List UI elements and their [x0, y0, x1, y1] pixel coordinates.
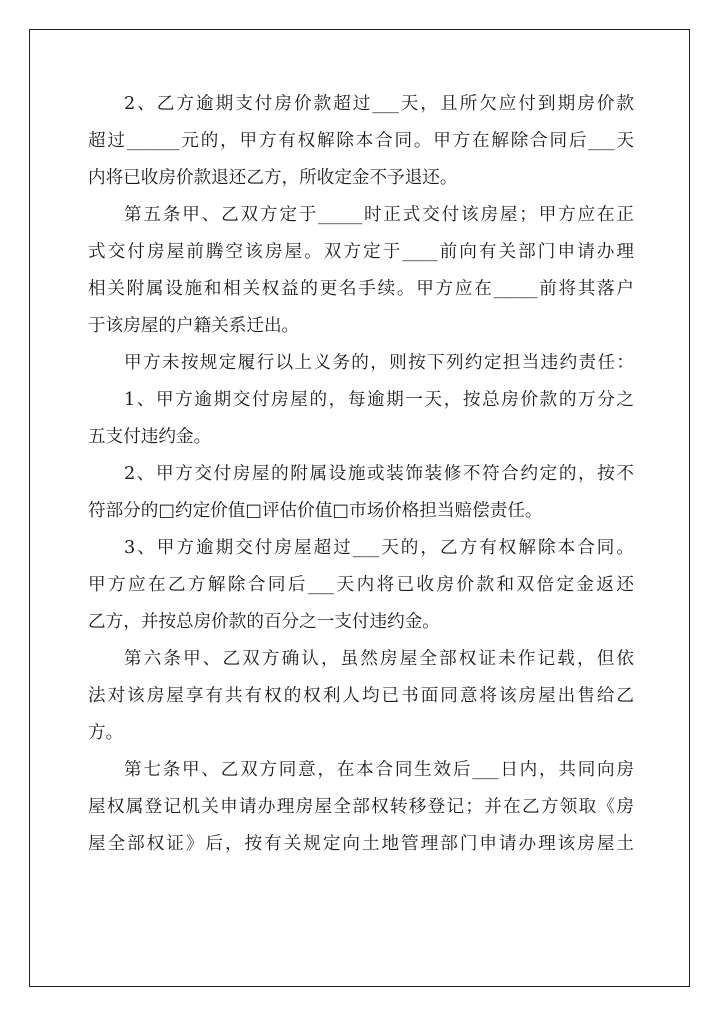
text-line: 法对该房屋享有共有权的权利人均已书面同意将该房屋出售给乙: [88, 686, 634, 706]
text-line: 3、甲方逾期交付房屋超过___天的，乙方有权解除本合同。: [124, 538, 634, 558]
text-line: 甲方应在乙方解除合同后___天内将已收房价款和双倍定金返还: [88, 575, 634, 595]
text-line: 1、甲方逾期交付房屋的，每逾期一天，按总房价款的万分之: [124, 390, 634, 410]
text-line: 相关附属设施和相关权益的更名手续。甲方应在_____前将其落户: [88, 279, 634, 299]
document-body: [88, 86, 634, 863]
text-line: 超过______元的，甲方有权解除本合同。甲方在解除合同后___天: [88, 131, 634, 151]
text-line: 式交付房屋前腾空该房屋。双方定于____前向有关部门申请办理: [88, 242, 634, 262]
text-line: 第五条甲、乙双方定于_____时正式交付该房屋；甲方应在正: [124, 205, 634, 225]
text-line: 于该房屋的户籍关系迁出。: [88, 316, 300, 336]
text-line: 屋全部权证》后，按有关规定向土地管理部门申请办理该房屋土: [88, 834, 634, 854]
text-line: 第六条甲、乙双方确认，虽然房屋全部权证未作记载，但依: [124, 649, 634, 669]
text-line: 屋权属登记机关申请办理房屋全部权转移登记；并在乙方领取《房: [88, 797, 634, 817]
text-line: 五支付违约金。: [88, 427, 212, 447]
text-line: 2、乙方逾期支付房价款超过___天，且所欠应付到期房价款: [124, 94, 634, 114]
text-line: 乙方，并按总房价款的百分之一支付违约金。: [88, 612, 440, 632]
text-line: 甲方未按规定履行以上义务的，则按下列约定担当违约责任：: [124, 353, 634, 373]
text-line: 内将已收房价款退还乙方，所收定金不予退还。: [88, 168, 458, 188]
text-line: 第七条甲、乙双方同意，在本合同生效后___日内，共同向房: [124, 760, 634, 780]
text-line: 符部分的□约定价值□评估价值□市场价格担当赔偿责任。: [88, 501, 543, 521]
text-line: 2、甲方交付房屋的附属设施或装饰装修不符合约定的，按不: [124, 464, 634, 484]
text-line: 方。: [88, 723, 124, 743]
